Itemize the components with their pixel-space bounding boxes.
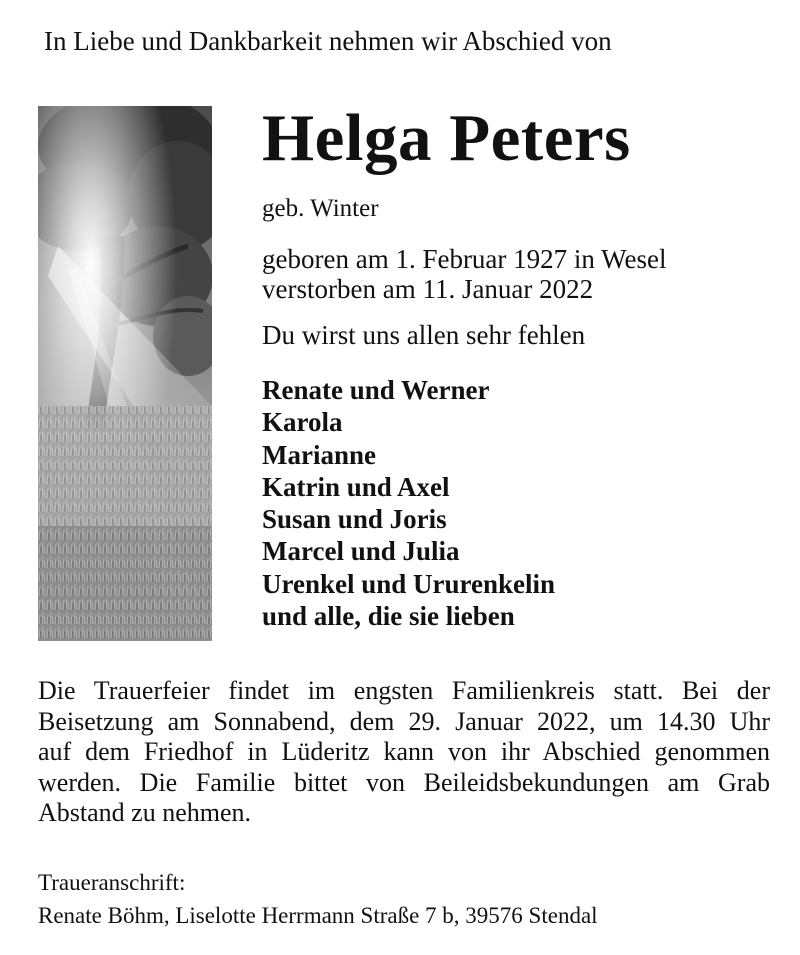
death-line: verstorben am 11. Januar 2022 — [262, 274, 594, 304]
address-label: Traueranschrift: — [38, 870, 186, 895]
mourning-address — [38, 866, 598, 932]
farewell-line: Du wirst uns allen sehr fehlen — [262, 320, 586, 350]
mourner-item: Marcel und Julia — [262, 536, 460, 567]
deceased-name: Helga Peters — [262, 101, 631, 175]
notice-line: auf dem Friedhof in Lüderitz kann von ihr Abschied genommen — [38, 737, 770, 767]
funeral-notice — [38, 676, 770, 829]
mourner-item: Urenkel und Ururenkelin — [262, 568, 556, 599]
main-column — [262, 96, 782, 659]
intro-line: In Liebe und Dankbarkeit nehmen wir Abschied von — [44, 26, 612, 56]
birth-line: geboren am 1. Februar 1927 in Wesel — [262, 244, 667, 274]
mourner-item: Katrin und Axel — [262, 471, 450, 502]
notice-line: Abstand zu nehmen. — [38, 798, 252, 828]
mourner-item: Renate und Werner — [262, 375, 490, 405]
maiden-name: geb. Winter — [262, 195, 379, 222]
mourner-item: Susan und Joris — [262, 504, 447, 535]
notice-line: Beisetzung am Sonnabend, dem 29. Januar 2022, um 14.30 Uhr — [38, 706, 770, 736]
mourners-list — [262, 374, 782, 632]
notice-line: Die Trauerfeier findet im engsten Familienkreis statt. Bei der — [38, 676, 770, 705]
notice-line: werden. Die Familie bittet von Beileidsbekundungen am Grab — [38, 767, 770, 797]
address-text: Renate Böhm, Liselotte Herrmann Straße 7 b, 39576 Stendal — [38, 903, 598, 928]
mourner-item: Marianne — [262, 439, 376, 470]
tree-sunlight-photo — [38, 106, 212, 641]
life-dates — [262, 244, 782, 304]
mourner-item: und alle, die sie lieben — [262, 601, 515, 632]
mourner-item: Karola — [262, 407, 343, 438]
